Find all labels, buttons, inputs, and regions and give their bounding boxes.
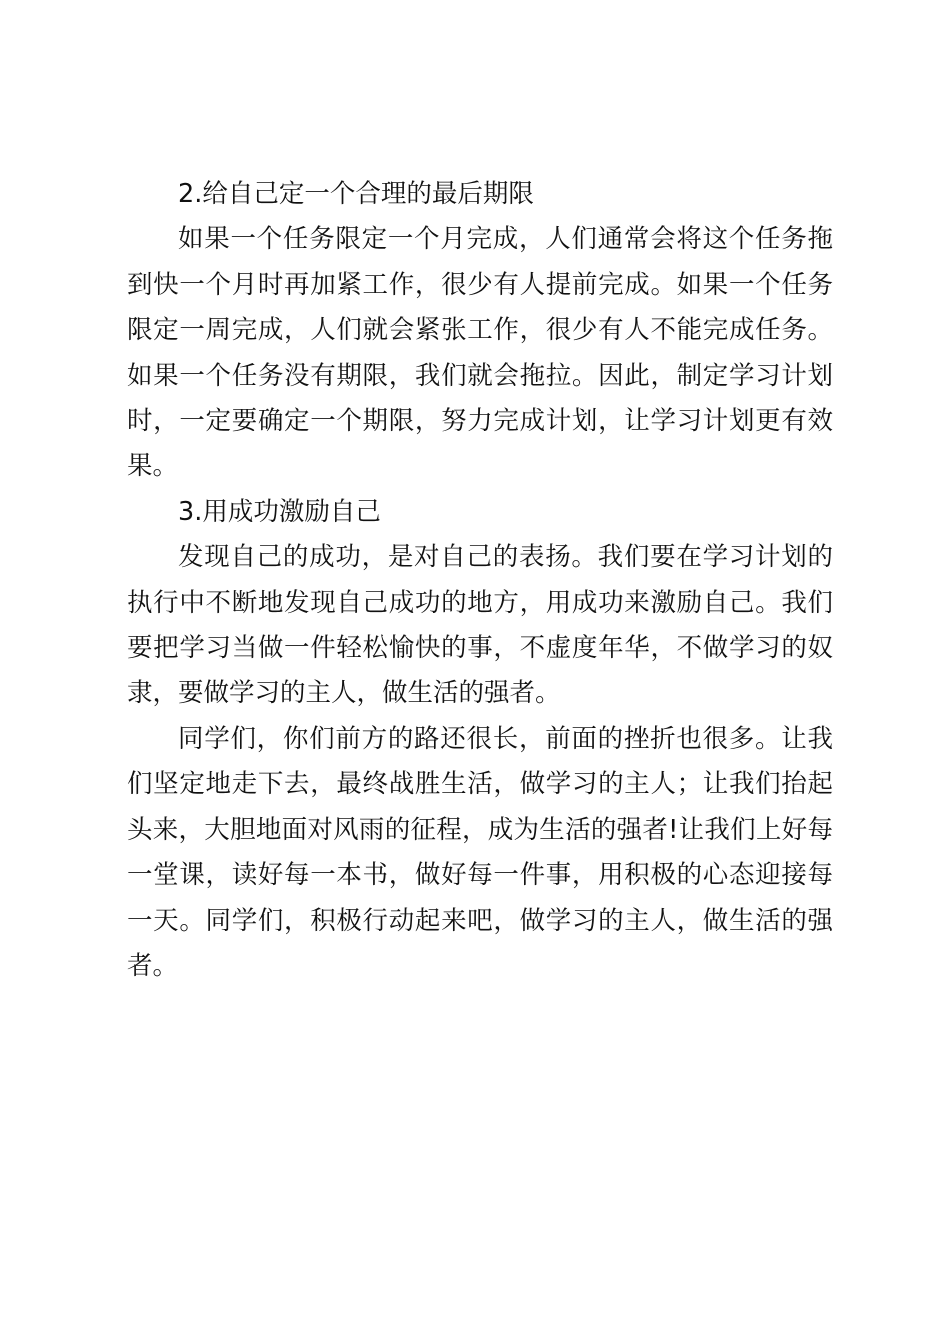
paragraph-success: 发现自己的成功，是对自己的表扬。我们要在学习计划的执行中不断地发现自己成功的地方，用成功来激励自己。我们要把学习当做一件轻松愉快的事，不虚度年华，不做学习的奴隶，要做学习的主人，做生活的强者。 [127,542,833,709]
paragraph-deadline: 如果一个任务限定一个月完成，人们通常会将这个任务拖到快一个月时再加紧工作，很少有人提前完成。如果一个任务限定一周完成，人们就会紧张工作，很少有人不能完成任务。如果一个任务没有期限，我们就会拖拉。因此，制定学习计划时，一定要确定一个期限，努力完成计划，让学习计划更有效果。 [127,224,833,482]
document-body [127,172,833,989]
paragraph-closing: 同学们，你们前方的路还很长，前面的挫折也很多。让我们坚定地走下去，最终战胜生活，做学习的主人；让我们抬起头来，大胆地面对风雨的征程，成为生活的强者!让我们上好每一堂课，读好每一本书，做好每一件事，用积极的心态迎接每一天。同学们，积极行动起来吧，做学习的主人，做生活的强者。 [127,723,833,981]
section-heading-success: 3.用成功激励自己 [178,496,381,527]
section-heading-deadline: 2.给自己定一个合理的最后期限 [178,179,534,209]
